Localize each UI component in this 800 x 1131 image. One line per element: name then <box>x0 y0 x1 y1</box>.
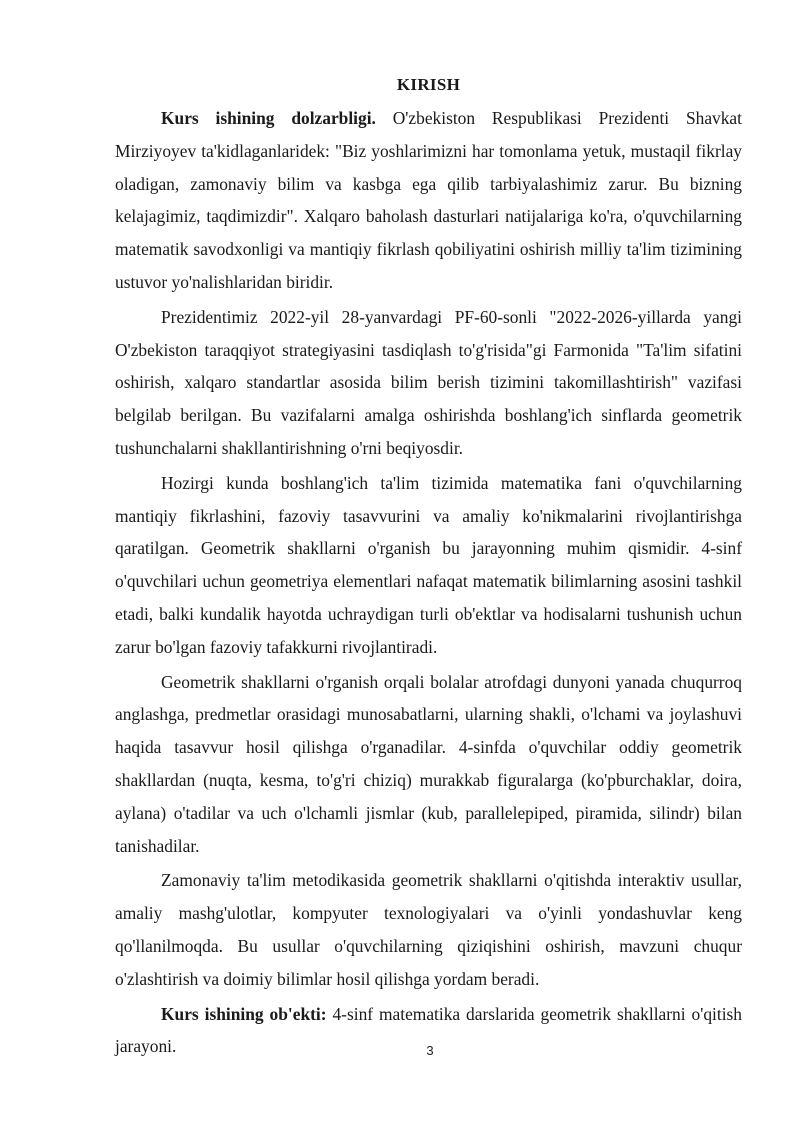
paragraph-methodology <box>115 864 742 995</box>
paragraph-text: Prezidentimiz 2022-yil 28-yanvardagi PF-60-sonli "2022-2026-yillarda yangi O'zbekiston taraqqiyot strategiyasini tasdiqlash to'g'risida"gi Farmonida "Ta'lim sifatini oshirish, xalqaro standartlar asosida bilim berish tizimini takomillashtirish" vazifasi belgilab berilgan. Bu vazifalarni amalga oshirishda boshlang'ich sinflarda geometrik tushunchalarni shakllantirishning o'rni beqiyosdir. <box>115 306 742 458</box>
page-number: 3 <box>426 1043 434 1058</box>
paragraph-text: Geometrik shakllarni o'rganish orqali bolalar atrofdagi dunyoni yanada chuqurroq anglashga, predmetlar orasidagi munosabatlarni, ularning shakli, o'lchami va joylashuvi haqida tasavvur hosil qilishga o'rganadilar. 4-sinfda o'quvchilar oddiy geometrik shakllardan (nuqta, kesma, to'g'ri chiziq) murakkab figuralarga (ko'pburchaklar, doira, aylana) o'tadilar va uch o'lchamli jismlar (kub, parallelepiped, piramida, silindr) bilan tanishadilar. <box>115 671 742 856</box>
paragraph-text: Hozirgi kunda boshlang'ich ta'lim tizimida matematika fani o'quvchilarning mantiqiy fikrlashini, fazoviy tasavvurini va amaliy ko'nikmalarini rivojlantirishga qaratilgan. Geometrik shakllarni o'rganish bu jarayonning muhim qismidir. 4-sinf o'quvchilari uchun geometriya elementlari nafaqat matematik bilimlarning asosini tashkil etadi, balki kundalik hayotda uchraydigan turli ob'ektlar va hodisalarni tushunish uchun zarur bo'lgan fazoviy tafakkurni rivojlantiradi. <box>115 472 742 657</box>
paragraph-geometric-shapes <box>115 666 742 863</box>
paragraph-lead: Kurs ishining ob'ekti: <box>161 1003 327 1024</box>
page-content <box>115 74 742 1065</box>
paragraph-decree <box>115 301 742 465</box>
paragraph-text: 4-sinf matematika darslarida geometrik shakllarni o'qitish jarayoni. <box>115 1003 743 1057</box>
paragraph-lead: Kurs ishining dolzarbligi. <box>161 108 376 128</box>
paragraph-current-state <box>115 467 742 664</box>
paragraph-text: O'zbekiston Respublikasi Prezidenti Shavkat Mirziyoyev ta'kidlaganlaridek: "Biz yoshlarimizni har tomonlama yetuk, mustaqil fikrlay oladigan, zamonaviy bilim va kasbga ega qilib tarbiyalashimiz zarur. Bu bizning kelajagimiz, taqdimizdir". Xalqaro baholash dasturlari natijalariga ko'ra, o'quvchilarning matematik savodxonligi va mantiqiy fikrlash qobiliyatini oshirish milliy ta'lim tizimining ustuvor yo'nalishlaridan biridir. <box>115 108 742 292</box>
paragraph-relevance <box>115 102 742 299</box>
page-title: KIRISH <box>396 75 461 94</box>
paragraph-text: Zamonaviy ta'lim metodikasida geometrik shakllarni o'qitishda interaktiv usullar, amaliy mashg'ulotlar, kompyuter texnologiyalari va o'yinli yondashuvlar keng qo'llanilmoqda. Bu usullar o'quvchilarning qiziqishini oshirish, mavzuni chuqur o'zlashtirish va doimiy bilimlar hosil qilishga yordam beradi. <box>115 870 742 989</box>
